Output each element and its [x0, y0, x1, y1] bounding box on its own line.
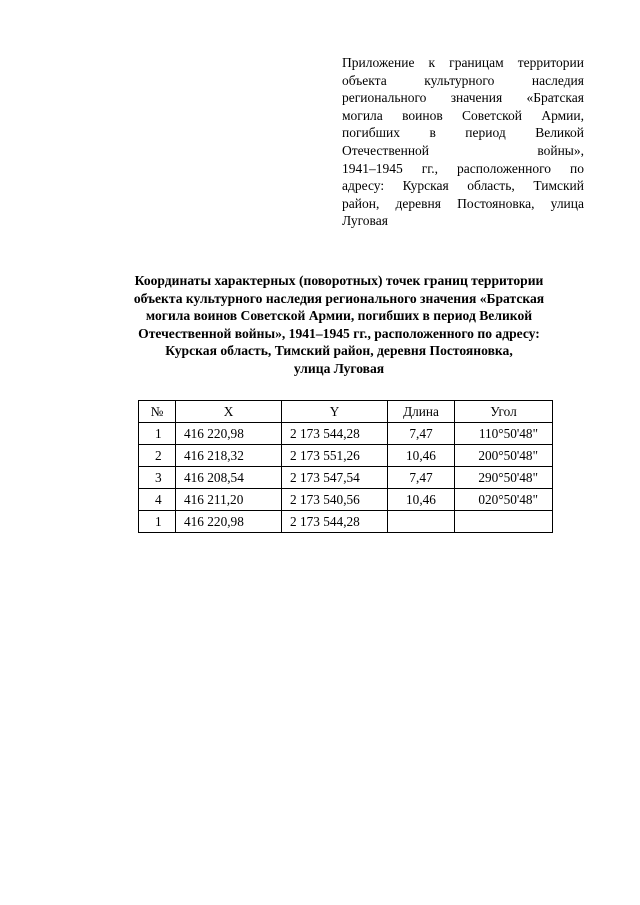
cell-x: 416 208,54: [176, 467, 282, 489]
table-row: [139, 489, 553, 511]
cell-angle: 290°50'48": [455, 467, 553, 489]
table-row: [139, 511, 553, 533]
annex-line: Приложение к границам территории: [342, 55, 584, 70]
header-x: X: [176, 401, 282, 423]
header-y: Y: [282, 401, 388, 423]
title-line: Курская область, Тимский район, деревня Постояновка,: [165, 343, 513, 359]
title-line: объекта культурного наследия регионального значения «Братская: [133, 290, 545, 306]
cell-length: 10,46: [388, 445, 455, 467]
cell-angle: 200°50'48": [455, 445, 553, 467]
title-line: Отечественной войны», 1941–1945 гг., расположенного по адресу:: [138, 325, 540, 341]
annex-line: объекта культурного наследия: [342, 72, 584, 88]
cell-x: 416 220,98: [176, 511, 282, 533]
cell-length: 7,47: [388, 423, 455, 445]
cell-x: 416 218,32: [176, 445, 282, 467]
coordinates-table: [138, 400, 553, 533]
cell-number: 2: [139, 445, 176, 467]
cell-length: [388, 511, 455, 533]
table-row: [139, 445, 553, 467]
title-line: улица Луговая: [293, 360, 385, 376]
cell-number: 1: [139, 511, 176, 533]
cell-number: 1: [139, 423, 176, 445]
header-length: Длина: [388, 401, 455, 423]
header-number: №: [139, 401, 176, 423]
title-line: Координаты характерных (поворотных) точек границ территории: [134, 273, 544, 288]
cell-length: 10,46: [388, 489, 455, 511]
annex-line: Отечественной войны»,: [342, 142, 584, 158]
annex-line: погибших в период Великой: [342, 125, 584, 141]
cell-x: 416 220,98: [176, 423, 282, 445]
header-angle: Угол: [455, 401, 553, 423]
cell-angle: 020°50'48": [455, 489, 553, 511]
cell-y: 2 173 540,56: [282, 489, 388, 511]
table-row: [139, 467, 553, 489]
annex-line: адресу: Курская область, Тимский: [342, 178, 584, 194]
cell-y: 2 173 551,26: [282, 445, 388, 467]
cell-y: 2 173 547,54: [282, 467, 388, 489]
table-header-row: [139, 401, 553, 423]
cell-y: 2 173 544,28: [282, 511, 388, 533]
annex-note: [342, 54, 584, 230]
cell-number: 4: [139, 489, 176, 511]
title-line: могила воинов Советской Армии, погибших в период Великой: [145, 308, 533, 324]
cell-length: 7,47: [388, 467, 455, 489]
cell-x: 416 211,20: [176, 489, 282, 511]
table-row: [139, 423, 553, 445]
annex-line: 1941–1945 гг., расположенного по: [342, 160, 584, 176]
cell-angle: [455, 511, 553, 533]
annex-line: могила воинов Советской Армии,: [342, 107, 584, 123]
annex-line: район, деревня Постояновка, улица: [342, 195, 584, 211]
annex-line: Луговая: [342, 213, 388, 229]
document-title: [100, 272, 578, 378]
annex-line: регионального значения «Братская: [342, 90, 584, 106]
cell-number: 3: [139, 467, 176, 489]
cell-angle: 110°50'48": [455, 423, 553, 445]
cell-y: 2 173 544,28: [282, 423, 388, 445]
